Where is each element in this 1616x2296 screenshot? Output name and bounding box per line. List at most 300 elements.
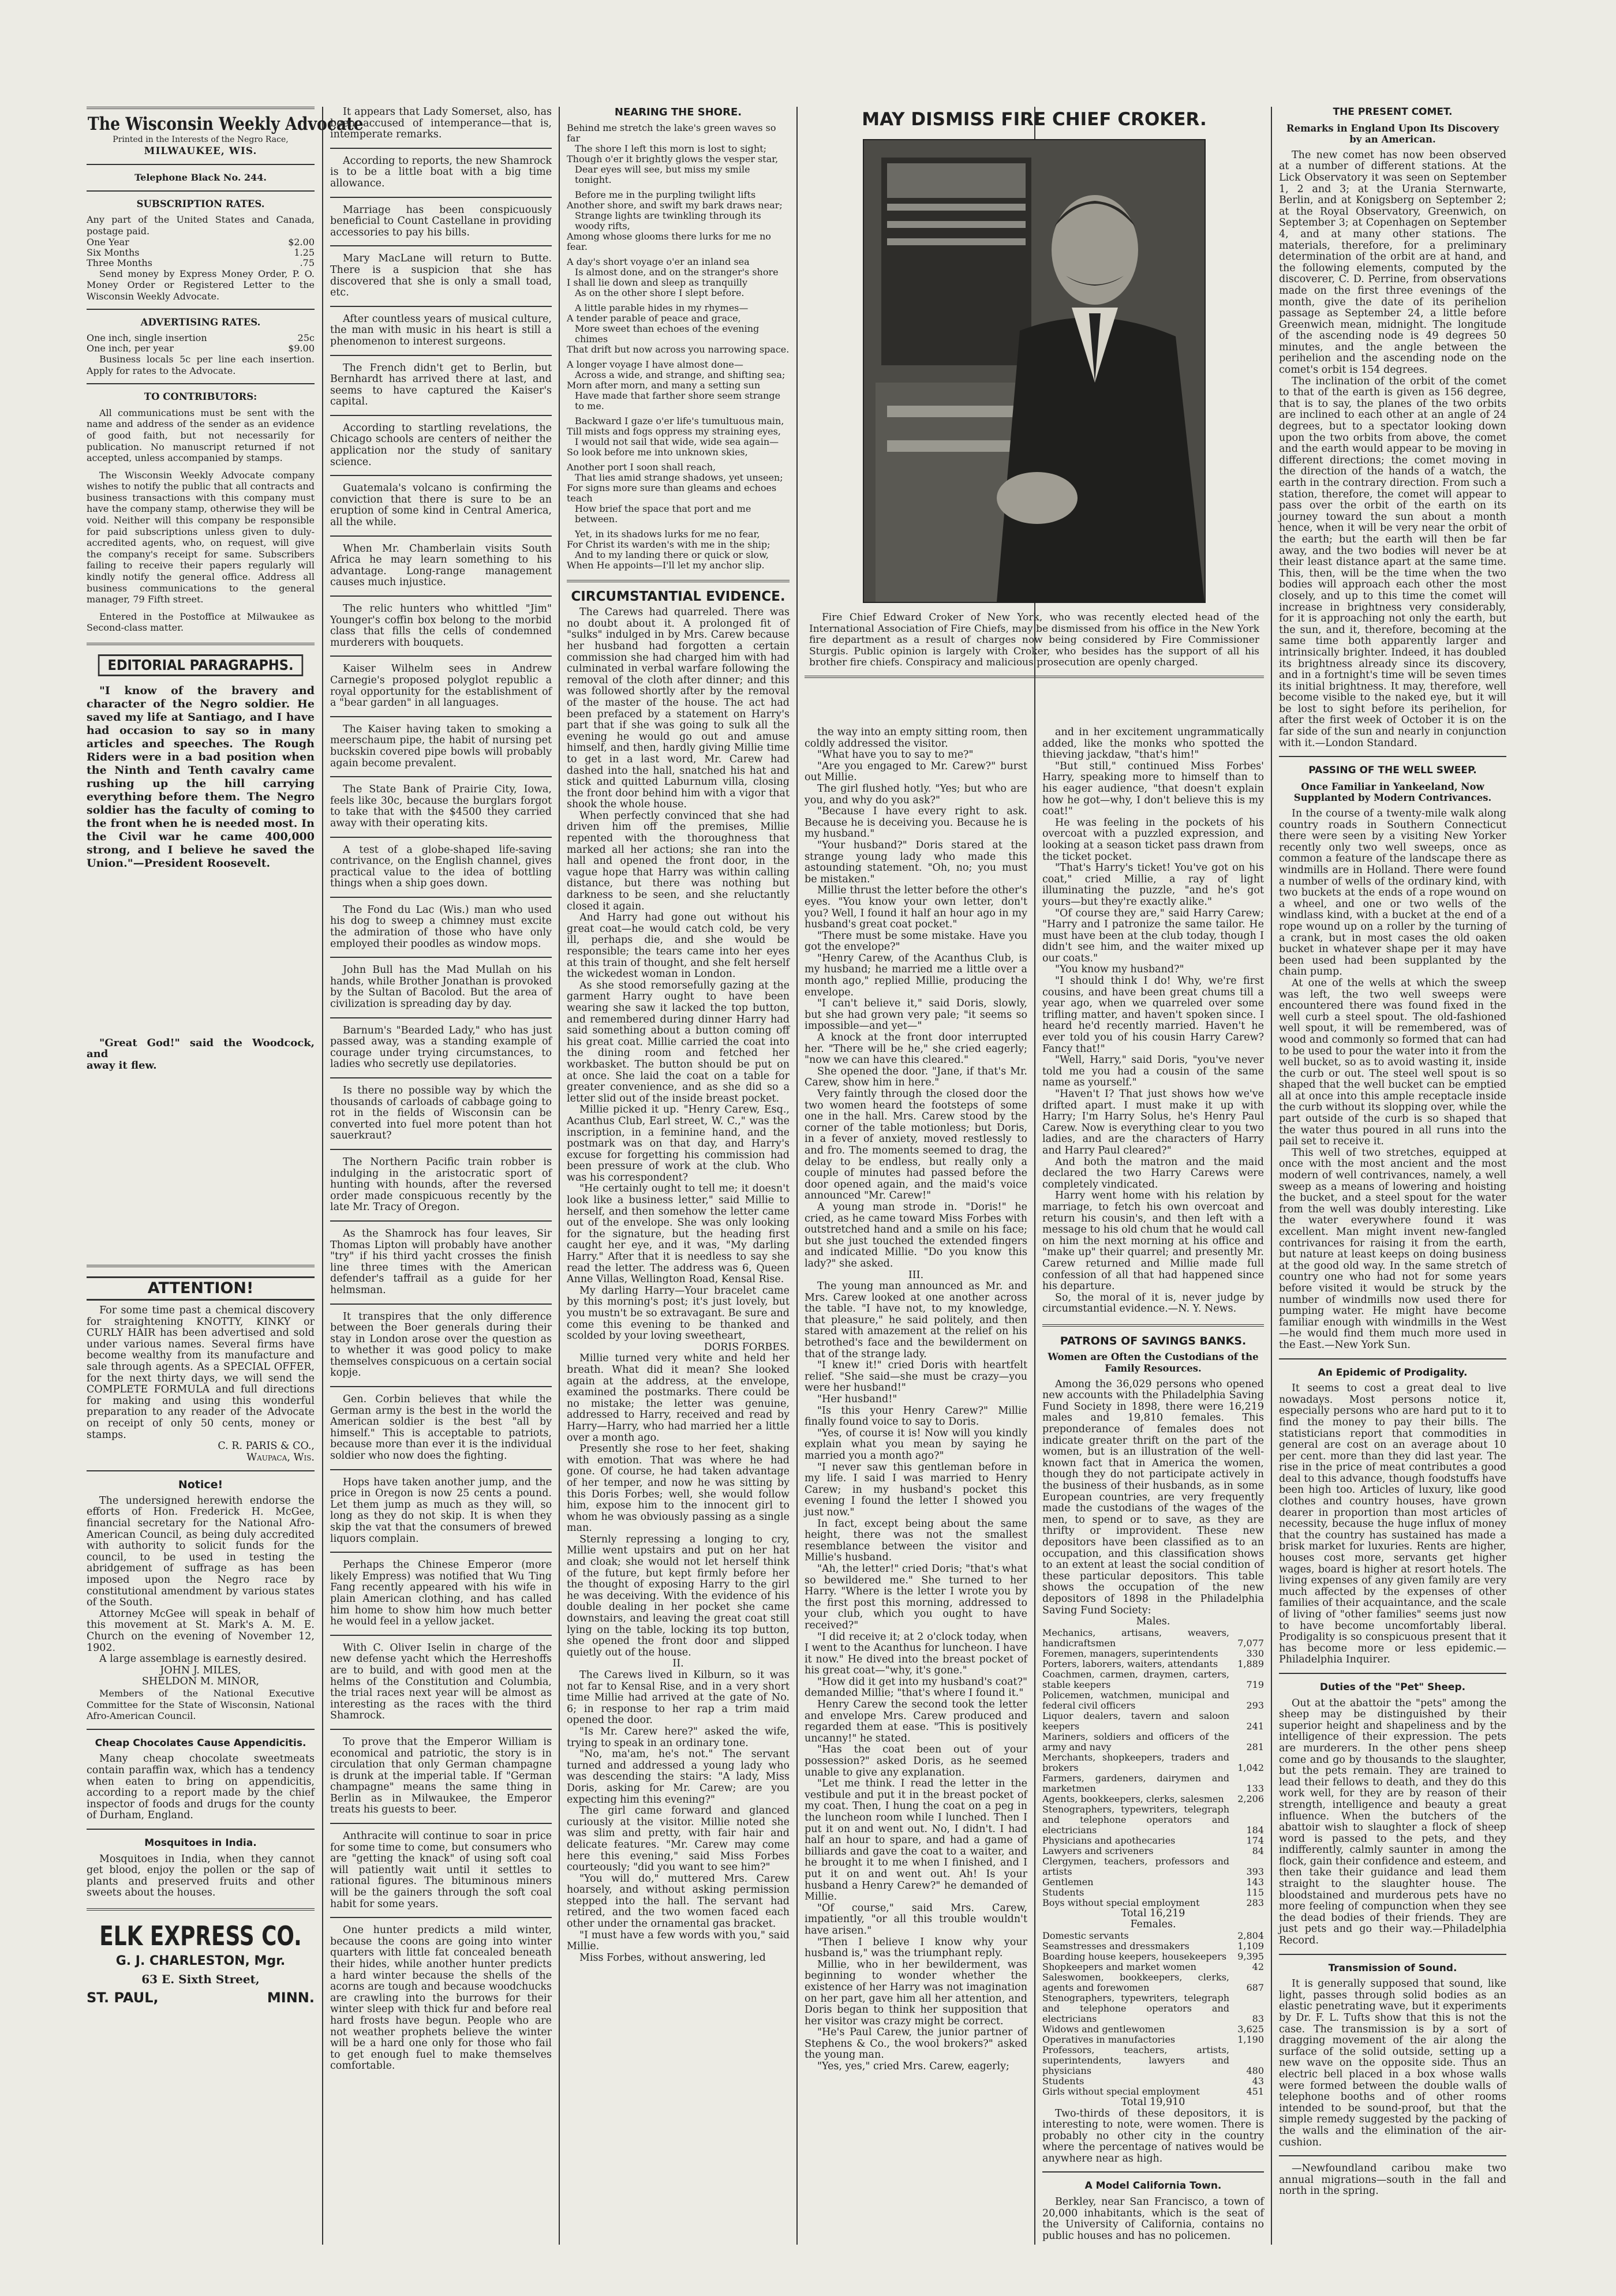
editorial-paragraph: The relic hunters who whittled "Jim" Younger's coffin box belong to the morbid class that fills the cells of condemned murderers with bouquets. <box>330 603 552 649</box>
story-paragraph: "Is this your Henry Carew?" Millie finally found voice to say to Doris. <box>805 1404 1027 1428</box>
table-row <box>1042 2087 1264 2097</box>
elk-express-name: ELK EXPRESS CO. <box>99 1920 302 1952</box>
sheep-heading: Duties of the "Pet" Sheep. <box>1319 1681 1466 1693</box>
story-paragraph: "How did it get into my husband's coat?" demanded Millie; "that's where I found it." <box>805 1676 1027 1699</box>
story-paragraph: In fact, except being about the same height, there was not the smallest resemblance between the visitor and Millie's husband. <box>805 1518 1027 1564</box>
table-row <box>1042 1711 1264 1732</box>
elk-express-ad <box>87 1920 315 2007</box>
poem-line: Have made that farther shore seem strange to me. <box>575 389 781 411</box>
company-notice: The Wisconsin Weekly Advocate company wishes to notify the public that all contracts and business transactions with this company must have the company stamp, otherwise they will be void. Neither will this company be responsible for paid subscriptions unless given to duly-accredited agents, who, on request, will give the company's receipt for same. Subscribers failing to receive their papers regularly will kindly notify the general office. Address all business communications to the general manager, 79 Fifth street. <box>87 469 315 605</box>
paragraph-rule <box>330 197 552 198</box>
story-paragraph: and in her excitement ungrammatically added, like the monks who spotted the thieving jackdaw, "that's him!" <box>1042 726 1264 761</box>
caribou-note: —Newfoundland caribou make two annual migrations—south in the fall and north in the spring. <box>1279 2163 1506 2197</box>
story-paragraph: "He certainly ought to tell me; it doesn't look like a business letter," said Millie to herself, and then somehow the letter came out of the envelope. She was only looking for the signature, but the heading first caught her eye, and it was, "My darling Harry." After that it is needless to say she read the letter. The address was 6, Queen Anne Villas, Wellington Road, Kensal Rise. <box>567 1183 790 1286</box>
story-paragraph: "I should think I do! Why, we're first cousins, and have been great chums till a year ago, when we quarreled over some trifling matter, and haven't spoken since. I heard he'd recently married. Haven't he ever told you of his cousin Harry Carew? Fancy that!" <box>1042 975 1264 1055</box>
california-body: Berkley, near San Francisco, a town of 20,000 inhabitants, which is the seat of the University of California, contains no public houses and has no policemen. <box>1042 2196 1264 2242</box>
croker-caption: Fire Chief Edward Croker of New York, who was recently elected head of the International Association of Fire Chiefs, may be dismissed from his office in the New York fire department as a result of charges now being considered by Fire Commissioner Sturgis. Public opinion is largely with Croker, who besides has the support of all his brother fire chiefs. Conspiracy and malicious prosecution are openly charged. <box>809 612 1259 669</box>
paragraph-rule <box>330 355 552 356</box>
poem-line: More sweet than echoes of the evening chimes <box>575 323 760 344</box>
count-cell: 293 <box>1246 1699 1264 1711</box>
story-paragraph: "I knew it!" cried Doris with heartfelt relief. "She said—she must be crazy—you were her husband!" <box>805 1359 1027 1394</box>
editorial-paragraph: A test of a globe-shaped life-saving contrivance, on the English channel, gives practical value to the idea of bottling things when a ship goes down. <box>330 844 552 890</box>
woodcock-line-2: away it flew. <box>87 1059 157 1072</box>
notice-body-3: A large assemblage is earnestly desired. <box>99 1653 307 1665</box>
notice-signer-title: Members of the National Executive Committee for the State of Wisconsin, National Afro-American Council. <box>87 1687 315 1722</box>
masthead-title: The Wisconsin Weekly Advocate <box>87 114 364 134</box>
occupation-cell: Gentlemen <box>1042 1876 1094 1887</box>
count-cell: 241 <box>1246 1720 1264 1732</box>
chocolates-body: Many cheap chocolate sweetmeats contain paraffin wax, which has a tendency when eaten to bring on appendicitis, according to a report made by the chief inspector of foods and drugs for the county of Durham, England. <box>87 1753 315 1822</box>
editorial-paragraph: With C. Oliver Iselin in charge of the new defense yacht which the Herreshoffs are to build, and with good men at the helms of the Constitution and Columbia, the trial races next year will be almost as interesting as the races with the third Shamrock. <box>330 1642 552 1722</box>
paragraph-rule <box>330 656 552 657</box>
elk-express-address: 63 E. Sixth Street, <box>141 1972 260 1986</box>
story-paragraph: My darling Harry—Your bracelet came by this morning's post; it's just lovely, but you mustn't be so extravagant. Be sure and come this evening to be thanked and scolded by your loving sweetheart, <box>567 1284 790 1342</box>
count-cell: 2,804 <box>1237 1930 1264 1941</box>
attention-body: For some time past a chemical discovery for straightening KNOTTY, KINKY or CURLY HAIR has been advertised and sold under various names. Several firms have become wealthy from its manufacture and sale through agents. As a SPECIAL OFFER, for the next thirty days, we will send the COMPLETE FORMULA and full directions for making and using this wonderful preparation to any reader of the Advocate on receipt of only 50 cents, money or stamps. <box>87 1304 315 1441</box>
story-paragraph: Presently she rose to her feet, shaking with emotion. That was where he had gone. Of course, he had taken advantage of her temper, and now he was sitting by this Doris Forbes; well, she would follow him, expose him to the innocent girl to whom he was obviously passing as a single man. <box>567 1443 790 1534</box>
poem-line: For Christ its warden's with me in the ship; <box>567 538 770 550</box>
table-row <box>1042 1628 1264 1649</box>
story-paragraph: Henry Carew the second took the letter and envelope Mrs. Carew produced and regarded them at ease. "This is positively uncanny!" he stated. <box>805 1699 1027 1744</box>
table-row <box>1042 1993 1264 2024</box>
table-row <box>1042 1752 1264 1773</box>
table-row <box>1042 1659 1264 1669</box>
occupation-cell: Professors, teachers, artists, superintendents, lawyers and physicians <box>1042 2044 1229 2076</box>
column-6 <box>1279 107 1506 2245</box>
poem-line: A tender parable of peace and grace, <box>567 312 741 324</box>
poem-line: Before me in the purpling twilight lifts <box>575 189 756 200</box>
occupation-cell: Foremen, managers, superintendents <box>1042 1647 1218 1659</box>
table-row <box>1042 1972 1264 1993</box>
editorial-paragraph: John Bull has the Mad Mullah on his hands, while Brother Jonathan is provoked by the Sultan of Bacolod. But the area of civilization is spreading day by day. <box>330 964 552 1010</box>
chocolates-heading: Cheap Chocolates Cause Appendicitis. <box>95 1737 306 1749</box>
attention-heading: ATTENTION! <box>87 1276 315 1301</box>
paragraph-rule <box>330 1017 552 1018</box>
rate-row: One inch, single insertion 25c <box>87 332 315 343</box>
paragraph-rule <box>330 1469 552 1470</box>
occupation-cell: Stenographers, typewriters, telegraph and telephone operators and electricians <box>1042 1803 1229 1836</box>
story-paragraph: She opened the door. "Jane, if that's Mr. Carew, show him in here." <box>805 1065 1027 1089</box>
advertising-heading: ADVERTISING RATES. <box>140 317 261 328</box>
occupation-cell: Boys without special employment <box>1042 1897 1200 1908</box>
editorial-paragraph: Marriage has been conspicuously beneficial to Count Castellane in providing accessories to pay his bills. <box>330 204 552 238</box>
section-numeral: II. <box>672 1658 684 1670</box>
occupation-cell: Liquor dealers, tavern and saloon keepers <box>1042 1710 1229 1732</box>
paragraph-rule <box>330 1304 552 1305</box>
paragraph-rule <box>330 535 552 537</box>
poem-line: Behind me stretch the lake's green waves so far <box>567 122 776 144</box>
paragraph-rule <box>330 306 552 307</box>
table-row <box>1042 1773 1264 1794</box>
notice-signer: SHELDON M. MINOR, <box>141 1676 260 1688</box>
poem-line: I would not sail that wide, wide sea again— <box>575 436 779 447</box>
poem-line: Across a wide, and strange, and shifting sea; <box>575 369 785 380</box>
prodigality-body: It seems to cost a great deal to live nowadays. Most persons notice it, especially persons who are hard put to it to find the money to pay their bills. The statisticians report that commodities in general are cost on an average about 10 per cent. more than they did last year. The rise in the price of meat contributes a good deal to this advance, though foodstuffs have been high too. Articles of luxury, like good clothes and country houses, have grown dearer in proportion than most articles of necessity, because the huge influx of money that the country has sustained has made a brisk market for luxuries. Rents are higher, houses cost more, servants get higher wages, board is higher at resort hotels. The living expenses of any given family are very much affected by the expenses of other families of their acquaintance, and the scale of living of "other families" seems just now to have become uncomfortably liberal. Prodigality is so conspicuous present that it has become more or less epidemic.—Philadelphia Inquirer. <box>1279 1383 1506 1666</box>
subscription-heading: SUBSCRIPTION RATES. <box>136 198 265 209</box>
occupation-cell: Widows and gentlewomen <box>1042 2023 1165 2035</box>
table-row <box>1042 1952 1264 1962</box>
count-cell: 7,077 <box>1237 1637 1264 1649</box>
editorial-paragraph: When Mr. Chamberlain visits South Africa he may learn something to his advantage. Long-range management causes much injustice. <box>330 542 552 589</box>
croker-heading: MAY DISMISS FIRE CHIEF CROKER. <box>862 109 1207 130</box>
notice-body-2: Attorney McGee will speak in behalf of this movement at St. Mark's A. M. E. Church on the evening of November 12, 1902. <box>87 1608 315 1654</box>
count-cell: 1,190 <box>1237 2033 1264 2045</box>
paragraph-rule <box>330 957 552 958</box>
poem-line: Yet, in its shadows lurks for me no fear, <box>575 528 760 540</box>
paragraph-rule <box>330 1635 552 1636</box>
paragraph-rule <box>330 595 552 597</box>
editorial-paragraph: Perhaps the Chinese Emperor (more likely Empress) was notified that Wu Ting Fang recently appeared with his wife in plain American clothing, and has called him home to show him how much better he would feel in a yellow jacket. <box>330 1559 552 1628</box>
editorial-paragraph: The State Bank of Prairie City, Iowa, feels like 30c, because the burglars forgot to take that with the $4500 they carried away with their operating kits. <box>330 784 552 829</box>
poem-line: Dear eyes will see, but miss my smile tonight. <box>575 163 750 185</box>
story-paragraph: "Her husband!" <box>817 1394 897 1406</box>
contributors-body: All communications must be sent with the name and address of the sender as an evidence of good faith, but not necessarily for publication. No manuscript returned if not accepted, unless accompanied by stamps. <box>87 407 315 464</box>
story-paragraph: "He's Paul Carew, the junior partner of Stephens & Co., the wool brokers?" asked the young man. <box>805 2027 1027 2061</box>
count-cell: 3,625 <box>1237 2023 1264 2035</box>
poem-line: I shall lie down and sleep as tranquilly <box>567 276 747 288</box>
story-paragraph: "Then I believe I know why your husband is," was the triumphant reply. <box>805 1936 1027 1960</box>
sound-heading: Transmission of Sound. <box>1328 1962 1457 1974</box>
editorial-paragraph: One hunter predicts a mild winter, because the coons are going into winter quarters with little fat concealed beneath their hides, while another hunter predicts a hard winter because the shells of the acorns are tough and because woodchucks are crawling into the burrows for their winter sleep with thick fur and before real hard frosts have begun. People who are not weather prophets believe the winter will be a hard one only for those who fail to get enough fuel to make themselves comfortable. <box>330 1924 552 2072</box>
story-paragraph: Very faintly through the closed door the two women heard the footsteps of some one in the hall. Mrs. Carew stood by the corner of the table motionless; but Doris, in a fever of anxiety, moved restlessly to and fro. The moments seemed to drag, the delay to be endless, but really only a couple of minutes had passed before the door opened again, and the maid's voice announced "Mr. Carew!" <box>805 1088 1027 1202</box>
column-rule <box>559 107 560 2245</box>
table-row <box>1042 1887 1264 1898</box>
females-label: Females. <box>1130 1919 1176 1931</box>
story-paragraph: "But still," continued Miss Forbes' Harry, speaking more to himself than to his eager audience, "that doesn't explain how he got—why, I don't believe this is my coat!" <box>1042 760 1264 818</box>
editorial-paragraph: After countless years of musical culture, the man with music in his heart is still a phenomenon to interest surgeons. <box>330 313 552 347</box>
table-row <box>1042 1931 1264 1941</box>
elk-express-city: ST. PAUL, <box>87 1989 159 2006</box>
occupation-cell: Merchants, shopkeepers, traders and brokers <box>1042 1751 1229 1773</box>
editorial-paragraph: Hops have taken another jump, and the price in Oregon is now 25 cents a pound. Let them jump as much as they will, so long as they do not skip. It is when they skip the vat that the consumers of brewed liquors complain. <box>330 1476 552 1545</box>
poem-line: Till mists and fogs oppress my straining eyes, <box>567 425 781 437</box>
story-paragraph: He was feeling in the pockets of his overcoat with a puzzled expression, and looking at a season ticket pass drawn from the ticket pocket. <box>1042 816 1264 863</box>
column-rule <box>322 107 323 2245</box>
editorial-heading: EDITORIAL PARAGRAPHS. <box>98 654 304 676</box>
poem-line: Is almost done, and on the stranger's shore <box>575 266 779 278</box>
story-paragraph: Harry went home with his relation by marriage, to fetch his own overcoat and return his cousin's, and then left with a message to his old chum that he would call on him the next morning at his office and "make up" their quarrel; and presently Mr. Carew returned and Millie made full confession of all that had happened since his departure. <box>1042 1190 1264 1293</box>
well-sweep-para: This well of two stretches, equipped at once with the most ancient and the most modern of well contrivances, namely, a well sweep as a means of lowering and hoisting the bucket, and a steel spout for the water from the well was doubly interesting. Like the water everywhere found it was excellent. Man might invent new-fangled contrivances for raising it from the earth, but nature at least keeps on doing business at the good old way. In the same stretch of country one who had not for some years before visited it would be struck by the number of windmills now used there for pumping water. He might have become familiar enough with windmills in the West—he would find them much more used in the East.—New York Sun. <box>1279 1147 1506 1351</box>
poem-line: Strange lights are twinkling through its woody rifts, <box>575 209 761 231</box>
story-paragraph: So, the moral of it is, never judge by circumstantial evidence.—N. Y. News. <box>1042 1291 1264 1315</box>
editorial-paragraph: The Northern Pacific train robber is indulging in the aristocratic sport of hunting with hounds, after the reversed order made conspicuous recently by the late Mr. Tracy of Oregon. <box>330 1156 552 1213</box>
poem-line: When He appoints—I'll let my anchor slip. <box>567 559 765 571</box>
comet-subheading: Remarks in England Upon Its Discovery by an American. <box>1286 122 1499 145</box>
poem-line: That drift but now across you narrowing space. <box>567 343 790 355</box>
paragraph-rule <box>330 837 552 838</box>
shore-poem <box>567 123 790 571</box>
story-paragraph: And both the matron and the maid declared the two Harry Carews were completely vindicated. <box>1042 1156 1264 1190</box>
story-paragraph: "There must be some mistake. Have you got the envelope?" <box>805 930 1027 953</box>
poem-line: And to my landing there or quick or slow, <box>575 549 769 560</box>
story-paragraph: The Carews had quarreled. There was no doubt about it. A prolonged fit of "sulks" indulged in by Mrs. Carew because her husband had forgotten a certain commission she had charged him with had culminated in verbal warfare following the removal of the cloth after dinner; and this was followed shortly after by the removal of the master of the house. The act had been prefaced by a statement on Harry's part that if she was going to sulk all the evening he would go out and amuse himself, and then, hardly giving Millie time to get in a last word, Mr. Carew had dashed into the hall, snatched his hat and stick and quitted Laburnum villa, closing the front door behind him with a vigor that shook the whole house. <box>567 606 790 811</box>
circumstantial-heading: CIRCUMSTANTIAL EVIDENCE. <box>571 589 785 604</box>
editorial-paragraph: Is there no possible way by which the thousands of carloads of cabbage going to rot in the fields of Wisconsin can be converted into fuel more potent than hot sauerkraut? <box>330 1085 552 1142</box>
column-rule <box>796 107 798 2245</box>
croker-photo <box>863 139 1206 603</box>
circumstantial-story <box>567 607 790 1964</box>
story-paragraph: "Is Mr. Carew here?" asked the wife, trying to speak in an ordinary tone. <box>567 1725 790 1749</box>
elk-express-manager: G. J. CHARLESTON, Mgr. <box>115 1953 286 1968</box>
males-table <box>1042 1628 1264 1908</box>
story-paragraph: "Let me think. I read the letter in the vestibule and put it in the breast pocket of my coat. Then, I hung the coat on a peg in the luncheon room while I lunched. Then I put it on and went out. No, I didn't. I had half an hour to spare, and had a game of billiards and gave the coat to a waiter, and he brought it to me when I finished, and I put it on and went out. Ah! Is your husband a Henry Carew?" he demanded of Millie. <box>805 1778 1027 1903</box>
editorial-paragraph: To prove that the Emperor William is economical and patriotic, the story is in circulation that only German champagne is drunk at the imperial table. If "German champagne" means the same thing in Berlin as in Milwaukee, the Emperor treats his guests to beer. <box>330 1736 552 1816</box>
count-cell: 42 <box>1252 1961 1264 1972</box>
editorial-paragraph: Kaiser Wilhelm sees in Andrew Carnegie's proposed polyglot republic a royal opportunity for the establishment of a "bear garden" in all languages. <box>330 663 552 709</box>
subscription-remit: Send money by Express Money Order, P. O. Money Order or Registered Letter to the Wisconsin Weekly Advocate. <box>87 268 315 302</box>
editorial-paragraph: Guatemala's volcano is confirming the conviction that there is sure to be an eruption of some kind in Central America, all the while. <box>330 482 552 529</box>
table-row <box>1042 1846 1264 1856</box>
entered-note: Entered in the Postoffice at Milwaukee as Second-class matter. <box>87 610 315 634</box>
california-heading: A Model California Town. <box>1084 2180 1222 2192</box>
subscription-table <box>87 237 315 268</box>
count-cell: 1,889 <box>1237 1658 1264 1669</box>
column-3 <box>567 107 790 2245</box>
savings-intro: Among the 36,029 persons who opened new accounts with the Philadelphia Saving Fund Society in 1898, there were 16,219 males and 19,810 females. This preponderance of females does not indicate greater thrift on the part of the women, but is an illustration of the well-known fact that in America the women, though they do not participate actively in the business of their husbands, as in some European countries, are very frequently made the custodians of the wages of the men, to spend or to save, as they are thrifty or improvident. These new depositors have been classified as to an occupation, and this classification shows to an extent at least the social condition of these particular depositors. This table shows the occupation of the new depositors of 1898 in the Philadelphia Saving Fund Society: <box>1042 1378 1264 1616</box>
story-paragraph: "Because I have every right to ask. Because he is deceiving you. Because he is my husband." <box>805 806 1027 840</box>
paragraph-rule <box>330 1149 552 1150</box>
poem-line: Backward I gaze o'er life's tumultuous main, <box>575 415 784 426</box>
savings-subheading: Women are Often the Custodians of the Family Resources. <box>1048 1351 1259 1374</box>
editorial-paragraph: As the Shamrock has four leaves, Sir Thomas Lipton will probably have another "try" if his third yacht crosses the finish line three times with the American defender's taffrail as a guide for her helmsman. <box>330 1227 552 1296</box>
table-row <box>1042 1941 1264 1952</box>
occupation-cell: Students <box>1042 1886 1084 1898</box>
table-row <box>1042 1732 1264 1752</box>
occupation-cell: Girls without special employment <box>1042 2085 1200 2097</box>
masthead-subtitle: Printed in the Interests of the Negro Race, <box>113 135 289 144</box>
poem-line: Another port I soon shall reach, <box>567 461 716 473</box>
count-cell: 480 <box>1246 2065 1264 2076</box>
table-row <box>1042 2076 1264 2087</box>
count-cell: 1,042 <box>1237 1762 1264 1773</box>
occupation-cell: Saleswomen, bookkeepers, clerks, agents and forewomen <box>1042 1971 1229 1993</box>
story-paragraph: "I did receive it; at 2 o'clock today, when I went to the Acanthus for luncheon. I have it now." He dived into the breast pocket of his great coat—"why, it's gone." <box>805 1631 1027 1677</box>
occupation-cell: Coachmen, carmen, draymen, carters, stable keepers <box>1042 1668 1229 1690</box>
females-table <box>1042 1931 1264 2097</box>
column-1 <box>87 107 364 2245</box>
story-paragraph: "What have you to say to me?" <box>817 749 974 761</box>
story-paragraph: The girl flushed hotly. "Yes; but who are you, and why do you ask?" <box>805 782 1027 806</box>
masthead-phone: Telephone Black No. 244. <box>134 172 267 183</box>
occupation-cell: Mariners, soldiers and officers of the army and navy <box>1042 1731 1229 1752</box>
poem-line: A day's short voyage o'er an inland sea <box>567 256 750 267</box>
paragraph-rule <box>330 1386 552 1387</box>
story-paragraph: "Yes, of course it is! Now will you kindly explain what you mean by saying he married you a month ago?" <box>805 1427 1027 1462</box>
table-row <box>1042 1804 1264 1836</box>
table-row <box>1042 1690 1264 1711</box>
story-paragraph: Millie thrust the letter before the other's eyes. "You know your own letter, don't you? Well, I found it half an hour ago in my husband's great coat pocket." <box>805 885 1027 931</box>
editorial-paragraph: The French didn't get to Berlin, but Bernhardt has arrived there at last, and seems to have captured the Kaiser's capital. <box>330 362 552 408</box>
comet-body-2: The inclination of the orbit of the comet to that of the earth is given as 156 degree, that is to say, the planes of the two orbits are inclined to each other at an angle of 24 degrees, but to a spectator looking down upon the two orbits from above, the comet and the earth would appear to be moving in different directions; the comet moving in the direction of the hands of a watch, the earth in the contrary direction. From such a station, therefore, the comet will appear to pass over the orbit of the earth on its journey toward the sun about a month hence, when it will be very near the orbit of the earth; but the earth will then be far away, and the two bodies will never be at their least distance apart at the same time. This, then, will be the time when the two bodies will approach each other the most closely, and up to this time the comet will increase in brightness very considerably, for it is approaching not only the earth, but the sun, and it, therefore, becoming at the same time both apparently larger and intrinsically brighter. Indeed, it has doubled its brightness already since its discovery, and in a fortnight's time will be seven times its initial brightness. It may, therefore, well become visible to the naked eye, but it will be lost to sight before its perihelion, for after the first week of October it is on the far side of the sun and nearly in conjunction with it.—London Standard. <box>1279 375 1506 749</box>
story-paragraph: "Of course they are," said Harry Carew; "Harry and I patronize the same tailor. He must have been at the club today, though I didn't see him, and the waiter mixed up our coats." <box>1042 907 1264 964</box>
section-numeral: III. <box>908 1269 924 1281</box>
story-paragraph: "Of course," said Mrs. Carew, impatiently, "or all this trouble wouldn't have arisen." <box>805 1902 1027 1937</box>
occupation-cell: Clergymen, teachers, professors and artists <box>1042 1855 1229 1877</box>
story-paragraph: As she stood remorsefully gazing at the garment Harry ought to have been wearing she saw it lacked the top button, and remembered during dinner Harry had said something about a button coming off his great coat. Millie carried the coat into the dining room and fetched her workbasket. The button should be put on at once. She laid the coat on a table for greater convenience, and as she did so a letter slid out of the inside breast pocket. <box>567 979 790 1104</box>
editorial-paragraph: It transpires that the only difference between the Boer generals during their stay in London arose over the question as to whether it was good policy to make themselves conspicuous on a certain social kopje. <box>330 1310 552 1379</box>
poem-line: A little parable hides in my rhymes— <box>575 302 749 313</box>
count-cell: 281 <box>1246 1741 1264 1752</box>
story-paragraph: Millie picked it up. "Henry Carew, Esq., Acanthus Club, Earl street, W. C.," was the inscription, in a feminine hand, and the postmark was on that day, and Harry's excuse for forgetting his commission had been pressure of work at the club. Who was his correspondent? <box>567 1104 790 1183</box>
count-cell: 43 <box>1252 2075 1264 2087</box>
story-paragraph: "Well, Harry," said Doris, "you've never told me you had a cousin of the same name as yourself." <box>1042 1054 1264 1089</box>
subscription-note: Any part of the United States and Canada, postage paid. <box>87 214 315 237</box>
story-paragraph: "Henry Carew, of the Acanthus Club, is my husband; he married me a little over a month ago," replied Millie, producing the envelope. <box>805 952 1027 998</box>
comet-body: The new comet has now been observed at a number of different stations. At the Lick Observatory it was seen on September 1, 2 and 3; at the Urania Sternwarte, Berlin, and at Konigsberg on September 2; at the Royal Observatory, Greenwich, on September 3; at Copenhagen on September 4, and at many other stations. The materials, therefore, for a preliminary determination of the orbit are at hand, and the following elements, computed by the discoverer, C. D. Perrine, from observations made on the first three evenings of the month, give the date of its perihelion passage as September 24, a little before Greenwich mean, midnight. The longitude of the ascending node is 49 degrees 50 minutes, and the angle between the perihelion and the ascending node on the comet's orbit is 154 degrees. <box>1279 149 1506 376</box>
paragraph-rule <box>330 1077 552 1078</box>
count-cell: 451 <box>1246 2085 1264 2097</box>
table-row <box>1042 1836 1264 1846</box>
advertising-table <box>87 333 315 354</box>
paragraph-rule <box>330 1220 552 1222</box>
count-cell: 2,206 <box>1237 1793 1264 1804</box>
roosevelt-quote: "I know of the bravery and character of the Negro soldier. He saved my life at Santiago, and I have had occasion to say so in many articles and speeches. The Rough Riders were in a bad position when the Ninth and Tenth cavalry came rushing up the hill carrying everything before them. The Negro soldier has the faculty of coming to the front when he is needed most. In the Civil war he came 400,000 strong, and I believe he saved the Union."—President Roosevelt. <box>87 684 315 870</box>
mosquitoes-heading: Mosquitoes in India. <box>144 1837 257 1849</box>
rate-row: Three Months .75 <box>87 257 315 268</box>
table-row <box>1042 2024 1264 2035</box>
editorial-paragraph: According to reports, the new Shamrock is to be a little boat with a big time allowance. <box>330 155 552 189</box>
paragraph-rule <box>330 716 552 717</box>
notice-signer: JOHN J. MILES, <box>160 1664 241 1676</box>
editorial-paragraph: Barnum's "Bearded Lady," who has just passed away, was a standing example of courage under trying circumstances, to ladies who secretly use depilatories. <box>330 1024 552 1070</box>
paragraph-rule <box>330 1729 552 1730</box>
poem-line: Though o'er it brightly glows the vesper star, <box>567 153 779 164</box>
story-paragraph: "You know my husband?" <box>1055 964 1184 976</box>
letter-signature: DORIS FORBES. <box>704 1341 790 1353</box>
occupation-cell: Policemen, watchmen, municipal and federal civil officers <box>1042 1689 1229 1711</box>
story-paragraph: Sternly repressing a longing to cry, Millie went upstairs and put on her hat and cloak; she would not let herself think of the future, but kept firmly before her the thought of exposing Harry to the girl he was deceiving. With the evidence of his double dealing in her pocket she came downstairs, and leaving the great coat still lying on the table, locking its top button, she opened the front door and slipped quietly out of the house. <box>567 1533 790 1658</box>
poem-line: That lies amid strange shadows, yet unseen; <box>575 471 783 483</box>
count-cell: 283 <box>1246 1897 1264 1908</box>
paragraph-rule <box>330 475 552 476</box>
fire-chief-portrait-icon <box>864 140 1204 602</box>
count-cell: 115 <box>1246 1886 1264 1898</box>
editorial-paragraph: It appears that Lady Somerset, also, has been accused of intemperance—that is, intemperate remarks. <box>330 106 552 141</box>
count-cell: 330 <box>1246 1647 1264 1659</box>
editorial-paragraph: Gen. Corbin believes that while the German army is the best in the world the American soldier is the best "all by himself." This is acceptable to patriots, because more than ever it is the individual soldier who now does the fighting. <box>330 1394 552 1462</box>
occupation-cell: Farmers, gardeners, dairymen and marketmen <box>1042 1772 1229 1794</box>
sound-body: It is generally supposed that sound, like light, passes through solid bodies as an elastic penetrating wave, but it experiments by Dr. F. L. Tufts show that this is not the case. The transmission is by a sort of dragging movement of the air along the surface of the solid outside, setting up a new wave on the opposite side. Thus an electric bell placed in a box whose walls were formed between the double walls of telephone booths and of other rooms intended to be sound-proof, but that the simple remedy suggested by the packing of the walls and the elimination of the air-cushion. <box>1279 1978 1506 2148</box>
editorial-paragraph: According to startling revelations, the Chicago schools are centers of neither the application nor the study of sanitary science. <box>330 422 552 468</box>
count-cell: 133 <box>1246 1782 1264 1794</box>
sheep-body: Out at the abattoir the "pets" among the sheep may be distinguished by their superior height and shapeliness and by the intelligence of their expression. The pets are murderers. In the other pens sheep come and go by thousands to the slaughter, but the pets remain. They are trained to lead their fellows to death, and they do this work well, for they are by reason of their strength, intelligence and beauty a great influence. When the butchers of the abattoir wish to slaughter a flock of sheep word is passed to the pets, and they indifferently, calmly saunter in among the flock, gain their confidence and esteem, and then take their guidance and lead them straight to the slaughter house. The bloodstained and murderous pets have no more feeling of compunction when they see the dead bodies of their friends. They are just pets and go their way.—Philadelphia Record. <box>1279 1697 1506 1947</box>
editorial-paragraph: The Fond du Lac (Wis.) man who used his dog to sweep a chimney must excite the admiration of those who have only employed their poodles as window mops. <box>330 904 552 950</box>
editorial-paragraph: The Kaiser having taken to smoking a meerschaum pipe, the habit of nursing pet buckskin covered pipe bowls will probably again become prevalent. <box>330 723 552 769</box>
poem-line: Morn after morn, and many a setting sun <box>567 379 761 391</box>
occupation-cell: Physicians and apothecaries <box>1042 1834 1176 1846</box>
rate-row: Six Months 1.25 <box>87 246 315 258</box>
count-cell: 184 <box>1246 1824 1264 1836</box>
column-4 <box>805 727 1027 2245</box>
paragraph-rule <box>330 148 552 149</box>
story-paragraph: "I can't believe it," said Doris, slowly, but she had grown very pale; "it seems so impossible—and yet—" <box>805 998 1027 1032</box>
editorial-paragraph: Mary MacLane will return to Butte. There is a suspicion that she has discovered that she is only a small toad, etc. <box>330 253 552 299</box>
story-paragraph: "You will do," muttered Mrs. Carew hoarsely, and without asking permission stepped into the hall. The servant had retired, and the two women faced each other under the ornamental gas bracket. <box>567 1872 790 1930</box>
masthead <box>87 107 364 183</box>
editorial-paragraph: Anthracite will continue to soar in price for some time to come, but consumers who are "getting the knack" of using soft coal will patiently wait until it settles to rational figures. The bituminous miners will be the gainers through the soft coal habit for some years. <box>330 1830 552 1910</box>
story-paragraph: "Your husband?" Doris stared at the strange young lady who made this astounding statement. "Oh, no; you must be mistaken." <box>805 839 1027 885</box>
count-cell: 143 <box>1246 1876 1264 1887</box>
well-sweep-para: At one of the wells at which the sweep was left, the two well sweeps were encountered there was found fixed in the well curb a steel spout. The old-fashioned well spout, it will be remembered, was of wood and commonly so formed that can had to be used to pour the water into it from the well bucket, so as to avoid wasting it, inside the curb or out. The steel well spout is so shaped that the well bucket can be emptied all at once into this ample receptacle inside the curb without its slopping over, while the part outside of the curb is so shaped that the water thus poured in all runs into the pail set to receive it. <box>1279 977 1506 1148</box>
paragraph-rule <box>330 245 552 246</box>
table-row <box>1042 1877 1264 1887</box>
poem-line: The shore I left this morn is lost to sight; <box>575 143 767 154</box>
poem-line: How brief the space that port and me between. <box>575 503 751 525</box>
table-row <box>1042 1649 1264 1659</box>
story-paragraph: The young man announced as Mr. and Mrs. Carew looked at one another across the table. "I have not, to my knowledge, that pleasure," he said politely, and then stared with amazement at the relief on his betrothed's face and the bewilderment on that of the strange lady. <box>805 1280 1027 1360</box>
occupation-cell: Operatives in manufactories <box>1042 2033 1176 2045</box>
notice-heading: Notice! <box>178 1478 223 1492</box>
story-paragraph: "I must have a few words with you," said Millie. <box>567 1929 790 1953</box>
poem-line: As on the other shore I slept before. <box>575 287 745 298</box>
attention-signature: C. R. PARIS & CO., <box>218 1440 315 1452</box>
comet-heading: THE PRESENT COMET. <box>1333 106 1453 118</box>
poem-line: A longer voyage I have almost done— <box>567 358 743 370</box>
females-total: Total 19,910 <box>1121 2096 1185 2108</box>
paragraph-rule <box>330 776 552 777</box>
occupation-cell: Seamstresses and dressmakers <box>1042 1940 1189 1952</box>
mosquitoes-body: Mosquitoes in India, when they cannot get blood, enjoy the pollen or the sap of plants and preserved fruits and other sweets about the houses. <box>87 1853 315 1899</box>
story-paragraph: When perfectly convinced that she had driven him off the premises, Millie repented with the thoroughness that marked all her actions; she ran into the hall and opened the front door, in the vague hope that Harry was within calling distance, but there was nothing but darkness to be seen, and she reluctantly closed it again. <box>567 810 790 912</box>
table-row <box>1042 2035 1264 2045</box>
story-paragraph: "Has the coat been out of your possession?" asked Doris, as he seemed unable to give any explanation. <box>805 1744 1027 1778</box>
story-paragraph: "No, ma'am, he's not." The servant turned and addressed a young lady who was descending the stairs: "A lady, Miss Doris, asking for Mr. Carew; are you expecting him this evening?" <box>567 1748 790 1806</box>
occupation-cell: Shopkeepers and market women <box>1042 1961 1196 1972</box>
males-total: Total 16,219 <box>1121 1907 1185 1919</box>
shore-heading: NEARING THE SHORE. <box>614 106 742 118</box>
savings-conclusion: Two-thirds of these depositors, it is interesting to note, were women. There is probably no other city in the country where the percentage of natives would be anywhere near as high. <box>1042 2107 1264 2164</box>
paragraph-rule <box>330 1917 552 1918</box>
count-cell: 719 <box>1246 1679 1264 1690</box>
story-paragraph: A young man strode in. "Doris!" he cried, as he came toward Miss Forbes with outstretched hand and a smile on his face; but she just touched the extended fingers and indicated Millie. "Do you know this lady?" she asked. <box>805 1201 1027 1269</box>
well-sweep-subheading: Once Familiar in Yankeeland, Now Supplanted by Modern Contrivances. <box>1293 781 1492 804</box>
prodigality-heading: An Epidemic of Prodigality. <box>1318 1366 1468 1379</box>
story-paragraph: the way into an empty sitting room, then coldly addressed the visitor. <box>805 726 1027 750</box>
story-paragraph: The girl came forward and glanced curiously at the visitor. Millie noted she was slim and pretty, with fair hair and delicate features. "Mr. Carew may come here this evening," said Miss Forbes courteously; "did you want to see him?" <box>567 1805 790 1874</box>
poem-line: So look before me into unknown skies, <box>567 446 748 458</box>
table-row <box>1042 1856 1264 1877</box>
elk-express-state: MINN. <box>267 1989 315 2006</box>
table-row <box>1042 1669 1264 1690</box>
story-paragraph: "Yes, yes," cried Mrs. Carew, eagerly; <box>817 2061 1009 2073</box>
well-sweep-heading: PASSING OF THE WELL SWEEP. <box>1308 765 1477 777</box>
occupation-cell: Boarding house keepers, housekeepers <box>1042 1950 1227 1962</box>
story-paragraph: "Are you engaged to Mr. Carew?" burst out Millie. <box>805 760 1027 784</box>
column-5 <box>1042 727 1264 2245</box>
count-cell: 84 <box>1252 1845 1264 1856</box>
rate-row: One Year $2.00 <box>87 236 315 248</box>
poem-line: For signs more sure than gleams and echoes teach <box>567 482 777 504</box>
count-cell: 687 <box>1246 1982 1264 1993</box>
occupation-cell: Domestic servants <box>1042 1930 1129 1941</box>
story-paragraph: Millie turned very white and held her breath. What did it mean? She looked again at the address, at the envelope, examined the postmarks. There could be no mistake; the letter was genuine, addressed to Harry, received and read by Harry—Harry, who had married her a little over a month ago. <box>567 1353 790 1444</box>
croker-feature <box>805 107 1264 678</box>
story-paragraph: Miss Forbes, without answering, led <box>579 1952 766 1964</box>
savings-heading: PATRONS OF SAVINGS BANKS. <box>1060 1334 1247 1347</box>
rate-row: One inch, per year $9.00 <box>87 342 315 354</box>
males-label: Males. <box>1136 1616 1170 1628</box>
occupation-cell: Agents, bookkeepers, clerks, salesmen <box>1042 1793 1224 1804</box>
story-paragraph: "Haven't I? That just shows how we've drifted apart. I must make it up with Harry; I'm Harry Solus, he's Henry Paul Carew. Now is everything clear to you two ladies, and are the characters of Harry and Harry Paul cleared?" <box>1042 1088 1264 1156</box>
paragraph-rule <box>330 1823 552 1824</box>
story-paragraph: And Harry had gone out without his great coat—he would catch cold, be very ill, perhaps die, and she would be responsible; the tears came into her eyes at this train of thought, and she felt herself the wickedest woman in London. <box>567 912 790 980</box>
column-rule <box>1271 107 1272 2245</box>
count-cell: 174 <box>1246 1834 1264 1846</box>
circumstantial-story-end <box>1042 727 1264 1315</box>
story-paragraph: "I never saw this gentleman before in my life. I said I was married to Henry Carew; in my husband's pocket this evening I found the letter I showed you just now." <box>805 1461 1027 1518</box>
contributors-heading: TO CONTRIBUTORS: <box>144 391 257 403</box>
notice-body: The undersigned herewith endorse the efforts of Hon. Frederick H. McGee, financial secretary for the National Afro-American Council, as being duly accredited with authority to solicit funds for the council, to be used in testing the abridgement of suffrage as has been imposed upon the Negro race by constitutional amendment by various states of the South. <box>87 1495 315 1609</box>
